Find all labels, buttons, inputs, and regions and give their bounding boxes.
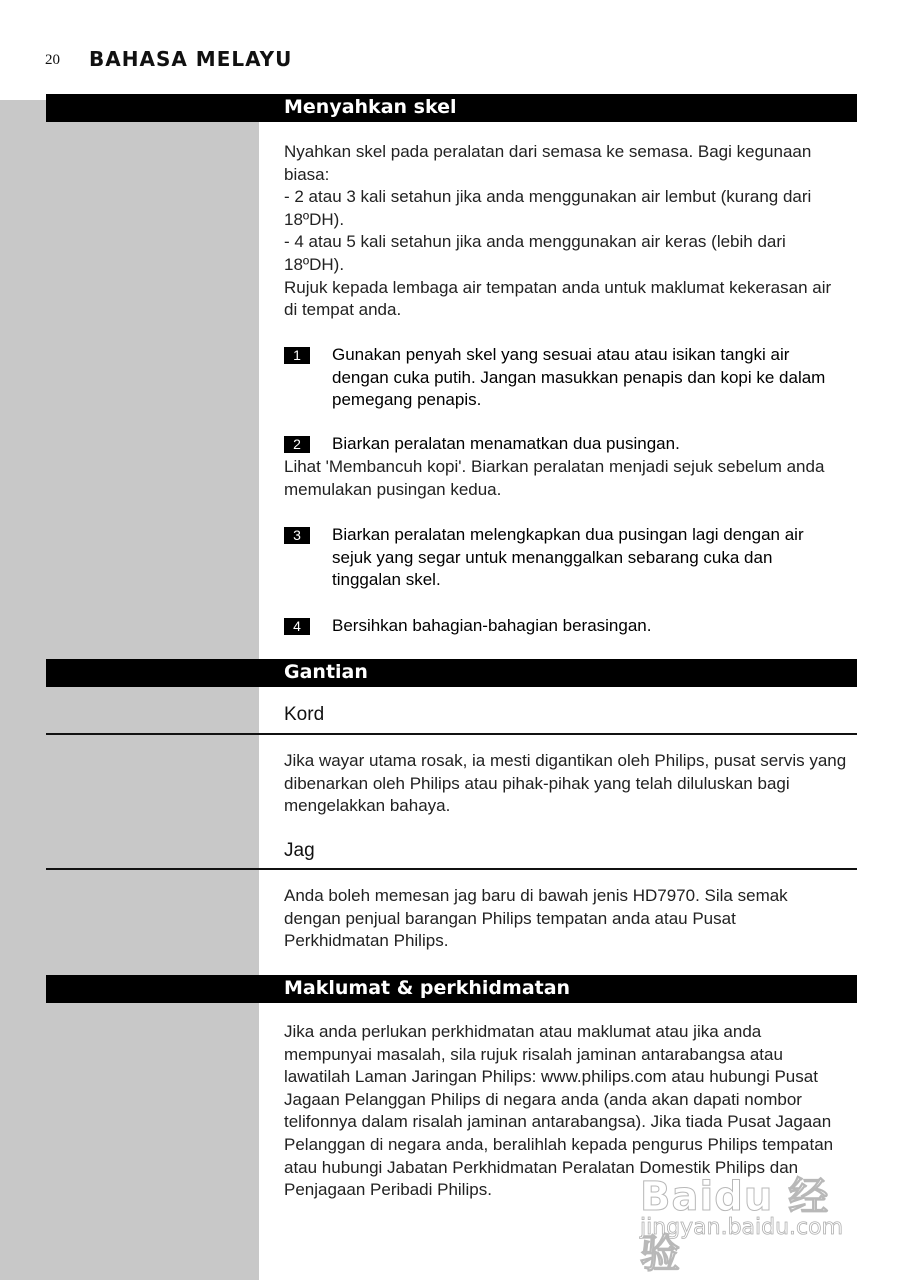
service-line: lawatilah Laman Jaringan Philips: www.philips.com atau hubungi Pusat	[284, 1067, 818, 1087]
intro-line: di tempat anda.	[284, 300, 402, 320]
step-line: tinggalan skel.	[332, 570, 441, 590]
watermark-logo-text: Baidu 经验	[640, 1174, 830, 1277]
jug-line: Perkhidmatan Philips.	[284, 931, 449, 951]
cord-line: mengelakkan bahaya.	[284, 796, 451, 816]
step-line: sejuk yang segar untuk menanggalkan sebarang cuka dan	[332, 547, 773, 567]
note-line: Lihat 'Membancuh kopi'. Biarkan peralatan menjadi sejuk sebelum anda	[284, 457, 825, 476]
step-number: 4	[284, 618, 310, 635]
service-line: Jagaan Pelanggan Philips di negara anda (anda akan dapati nombor	[284, 1089, 802, 1109]
step-line: Biarkan peralatan menamatkan dua pusingan.	[332, 434, 680, 453]
note-line: memulakan pusingan kedua.	[284, 479, 502, 499]
page-sidebar	[0, 100, 259, 1280]
section-title-descale: Menyahkan skel	[284, 96, 457, 118]
section-bar-replacement	[46, 659, 857, 687]
intro-line: Nyahkan skel pada peralatan dari semasa ke semasa. Bagi kegunaan	[284, 142, 812, 161]
step-4	[284, 615, 859, 638]
cord-line: Jika wayar utama rosak, ia mesti digantikan oleh Philips, pusat servis yang	[284, 751, 847, 770]
intro-line: Rujuk kepada lembaga air tempatan anda untuk maklumat kekerasan air	[284, 277, 832, 297]
intro-line: biasa:	[284, 164, 330, 184]
service-line: Penjagaan Peribadi Philips.	[284, 1180, 492, 1200]
language-heading: BAHASA MELAYU	[89, 47, 293, 71]
step-number: 3	[284, 527, 310, 544]
watermark-url: jingyan.baidu.com	[640, 1215, 844, 1240]
intro-line: 18ºDH).	[284, 209, 345, 229]
cord-line: dibenarkan oleh Philips atau pihak-pihak yang telah diluluskan bagi	[284, 773, 790, 793]
step-line: Biarkan peralatan melengkapkan dua pusingan lagi dengan air	[332, 525, 804, 544]
section-bar-descale	[46, 94, 857, 122]
jug-line: dengan penjual barangan Philips tempatan anda atau Pusat	[284, 908, 736, 928]
page-number: 20	[45, 52, 60, 68]
section-title-replacement: Gantian	[284, 661, 368, 683]
intro-line: - 4 atau 5 kali setahun jika anda menggunakan air keras (lebih dari	[284, 232, 786, 252]
jug-text	[284, 885, 859, 953]
step-2	[284, 433, 859, 456]
step-2-note	[284, 456, 859, 501]
service-line: mempunyai masalah, sila rujuk risalah jaminan antarabangsa atau	[284, 1044, 783, 1064]
step-line: dengan cuka putih. Jangan masukkan penapis dan kopi ke dalam	[332, 367, 826, 387]
divider-rule	[46, 868, 857, 870]
step-3	[284, 524, 859, 592]
descale-intro	[284, 141, 859, 322]
jug-line: Anda boleh memesan jag baru di bawah jenis HD7970. Sila semak	[284, 886, 788, 905]
step-number: 1	[284, 347, 310, 364]
divider-rule	[46, 733, 857, 735]
section-bar-service	[46, 975, 857, 1003]
service-line: Jika anda perlukan perkhidmatan atau maklumat atau jika anda	[284, 1022, 762, 1041]
jug-subtitle: Jag	[284, 840, 315, 861]
section-title-service: Maklumat & perkhidmatan	[284, 977, 571, 999]
step-line: Gunakan penyah skel yang sesuai atau atau isikan tangki air	[332, 345, 790, 364]
cord-text	[284, 750, 859, 818]
service-line: Pelanggan di negara anda, beralihlah kepada pengurus Philips tempatan	[284, 1134, 834, 1154]
intro-line: 18ºDH).	[284, 254, 345, 274]
step-line: pemegang penapis.	[332, 390, 482, 410]
intro-line: - 2 atau 3 kali setahun jika anda menggunakan air lembut (kurang dari	[284, 187, 812, 207]
step-line: Bersihkan bahagian-bahagian berasingan.	[332, 616, 652, 635]
baidu-watermark	[640, 1165, 850, 1277]
step-number: 2	[284, 436, 310, 453]
service-line: atau hubungi Jabatan Perkhidmatan Peralatan Domestik Philips dan	[284, 1157, 799, 1177]
step-1	[284, 344, 859, 412]
service-line: telifonnya dalam risalah jaminan antarabangsa). Jika tiada Pusat Jagaan	[284, 1112, 832, 1132]
cord-subtitle: Kord	[284, 704, 325, 725]
